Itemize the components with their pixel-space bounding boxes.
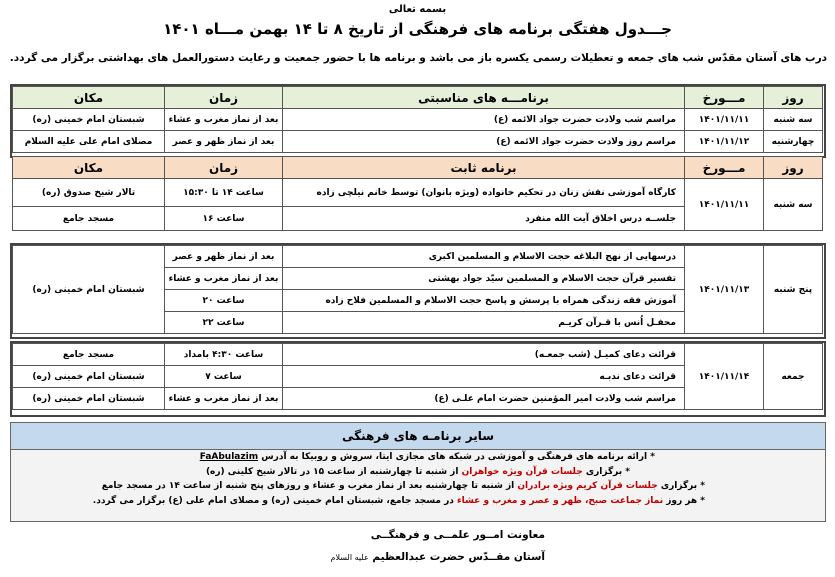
place-cell: شبستان امام خمینی (ره): [13, 388, 165, 410]
other-line-4-prefix: * هر روز: [666, 495, 705, 506]
place-cell: مسجد جامع: [13, 207, 165, 231]
program-cell: مراسم شب ولادت حضرت جواد الائمه (ع): [283, 109, 685, 131]
other-programs-box: [10, 422, 826, 522]
other-line-2: [11, 465, 825, 480]
page-title: جـــدول هفتگی برنامه های فرهنگی از تاریخ ۸ تا ۱۴ بهمن مـــاه ۱۴۰۱: [163, 20, 672, 38]
place-cell: شبستان امام خمینی (ره): [13, 366, 165, 388]
date-cell: ۱۴۰۱/۱۱/۱۴: [685, 344, 764, 410]
col-date: مـــورخ: [685, 87, 764, 109]
table-row: [13, 131, 823, 153]
program-cell: درسهایی از نهج البلاغه حجت الاسلام و المسلمین اکبری: [283, 246, 685, 268]
table-row: [13, 344, 823, 366]
day-cell: پنج شنبه: [764, 246, 823, 334]
other-line-3-text: از شنبه تا چهارشنبه بعد از نماز مغرب و عشاء و روزهای پنج شنبه از ساعت ۱۴ در مسجد جامع: [101, 481, 515, 491]
program-cell: قرائت دعای ندبـه: [283, 366, 685, 388]
time-cell: بعد از نماز مغرب و عشاء: [165, 388, 283, 410]
program-cell: آموزش فقه زندگی همراه با پرسش و پاسخ حجت الاسلام و المسلمین فلاح زاده: [283, 290, 685, 312]
other-line-3: [11, 479, 825, 494]
other-line-1-text: * ارائه برنامه های فرهنگی و آموزشی در شبکه های مجازی ایتا، سروش و روبیکا به آدرس: [261, 452, 655, 462]
time-cell: بعد از نماز مغرب و عشاء: [165, 268, 283, 290]
signature-line-1: معاونت امــور علمــی و فرهنگــی: [370, 529, 545, 541]
fixed-header-row: [13, 157, 823, 179]
col-place: مکان: [13, 87, 165, 109]
other-line-2-text: از شنبه تا چهارشنبه از ساعت ۱۵ در تالار شیخ کلینی (ره): [205, 466, 459, 477]
header: [0, 0, 835, 40]
signature-honorific: علیه السلام: [330, 553, 369, 562]
day-cell: جمعه: [764, 344, 823, 410]
place-cell: تالار شیخ صدوق (ره): [13, 179, 165, 207]
time-cell: ساعت ۲۲: [165, 312, 283, 334]
bismillah: بسمه تعالی: [388, 4, 447, 15]
page-subtitle: درب های آستان مقدّس شب های جمعه و تعطیلات رسمی یکسره باز می باشد و برنامه ها با حضور جمعیت و رعایت دستورالعمل های بهداشتی برگزار می گردد.: [9, 52, 827, 64]
col-date: مـــورخ: [685, 157, 764, 179]
program-cell: تفسیر قرآن حجت الاسلام و المسلمین سیّد جواد بهشتی: [283, 268, 685, 290]
place-cell: شبستان امام خمینی (ره): [13, 109, 165, 131]
other-line-4-highlight: نماز جماعت صبح، ظهر و عصر و مغرب و عشاء: [457, 495, 664, 506]
signature-line-2: [331, 551, 545, 563]
time-cell: ساعت ۱۶: [165, 207, 283, 231]
other-line-4-text: در مسجد جامع، شبستان امام خمینی (ره) و مصلای امام علی (ع) برگزار می گردد.: [92, 495, 454, 506]
program-cell: جلســه درس اخلاق آیت الله منفرد: [283, 207, 685, 231]
time-cell: ساعت ۷: [165, 366, 283, 388]
other-line-3-prefix: * برگزاری: [660, 481, 705, 491]
place-cell: مسجد جامع: [13, 344, 165, 366]
day-cell: چهارشنبه: [764, 131, 823, 153]
place-cell: مصلای امام علی علیه السلام: [13, 131, 165, 153]
date-cell: ۱۴۰۱/۱۱/۱۳: [685, 246, 764, 334]
time-cell: بعد از نماز ظهر و عصر: [165, 131, 283, 153]
table-row: [13, 246, 823, 268]
social-handle: FaAbulazim: [199, 452, 259, 462]
fixed-table-friday: [12, 343, 823, 410]
other-line-3-highlight: جلسات قرآن کریم ویژه برادران: [517, 481, 658, 491]
col-time: زمان: [165, 87, 283, 109]
occasional-table: [12, 86, 823, 153]
other-line-1: [11, 450, 825, 465]
time-cell: بعد از نماز مغرب و عشاء: [165, 109, 283, 131]
col-place: مکان: [13, 157, 165, 179]
program-cell: مراسم شب ولادت امیر المؤمنین حضرت امام علـی (ع): [283, 388, 685, 410]
date-cell: ۱۴۰۱/۱۱/۱۱: [685, 179, 764, 231]
other-programs-title: سایر برنامـه های فرهنگی: [11, 423, 825, 450]
day-cell: سه شنبه: [764, 109, 823, 131]
occasional-header-row: [13, 87, 823, 109]
date-cell: ۱۴۰۱/۱۱/۱۱: [685, 109, 764, 131]
time-cell: ساعت ۱۴ تا ۱۵:۳۰: [165, 179, 283, 207]
program-cell: قرائت دعای کمیـل (شب جمعـه): [283, 344, 685, 366]
date-cell: ۱۴۰۱/۱۱/۱۲: [685, 131, 764, 153]
signature-org: آستان مقــدّس حضرت عبدالعظیم: [372, 551, 545, 563]
other-line-2-prefix: * برگزاری: [585, 466, 630, 477]
fixed-table-tuesday: [12, 156, 823, 231]
time-cell: ساعت ۴:۳۰ بامداد: [165, 344, 283, 366]
col-time: زمان: [165, 157, 283, 179]
program-cell: مراسم روز ولادت حضرت جواد الائمه (ع): [283, 131, 685, 153]
program-cell: کارگاه آموزشی نقش زنان در تحکیم خانواده (ویژه بانوان) توسط خانم نیلچی زاده: [283, 179, 685, 207]
table-row: [13, 179, 823, 207]
col-program: برنامـــه های مناسبتی: [283, 87, 685, 109]
col-program: برنامه ثابت: [283, 157, 685, 179]
program-cell: محفـل اُنس با قـرآن کریـم: [283, 312, 685, 334]
col-day: روز: [764, 157, 823, 179]
place-cell: شبستان امام خمینی (ره): [13, 246, 165, 334]
table-row: [13, 109, 823, 131]
col-day: روز: [764, 87, 823, 109]
other-line-4: [11, 494, 825, 509]
day-cell: سه شنبه: [764, 179, 823, 231]
time-cell: ساعت ۲۰: [165, 290, 283, 312]
fixed-table-thursday: [12, 245, 823, 334]
other-line-2-highlight: جلسات قرآن ویژه خواهران: [461, 466, 583, 477]
time-cell: بعد از نماز ظهر و عصر: [165, 246, 283, 268]
